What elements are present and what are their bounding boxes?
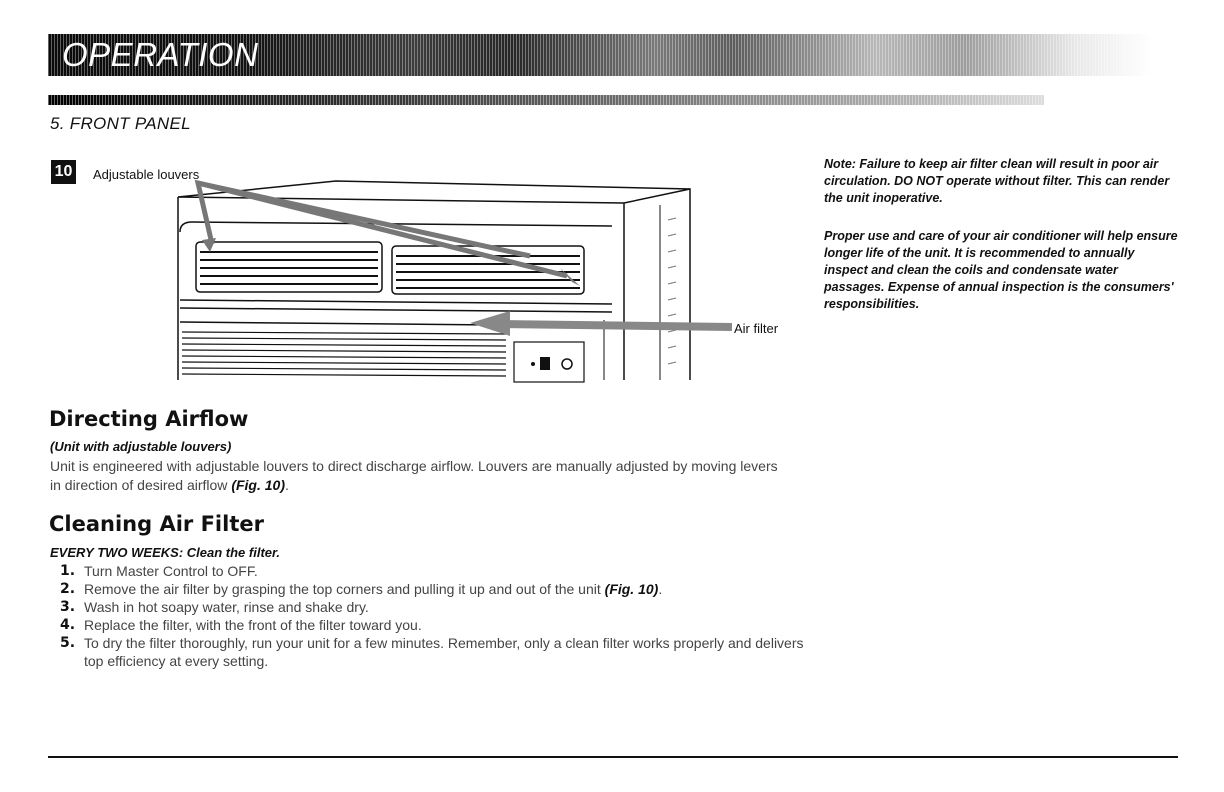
airflow-subheading: (Unit with adjustable louvers) xyxy=(50,439,232,454)
cleaning-filter-heading: Cleaning Air Filter xyxy=(49,512,264,536)
step-number: 3. xyxy=(60,599,76,615)
louver-pointer-arrows xyxy=(198,183,580,286)
filter-step xyxy=(50,634,810,670)
note-filter-warning: Note: Failure to keep air filter clean will result in poor air circulation. DO NOT operate without filter. This can render the unit inoperative. xyxy=(824,157,1170,205)
bottom-rule xyxy=(48,756,1178,758)
airflow-body xyxy=(50,457,790,495)
filter-step xyxy=(50,580,810,598)
step-text: Replace the filter, with the front of the filter toward you. xyxy=(84,617,422,633)
figure-reference: (Fig. 10) xyxy=(231,477,285,493)
air-filter-label: Air filter xyxy=(734,321,779,336)
step-number: 5. xyxy=(60,635,76,651)
step-text: To dry the filter thoroughly, run your unit for a few minutes. Remember, only a clean filter works properly and delivers top efficiency at every setting. xyxy=(84,635,804,669)
filter-step xyxy=(50,598,810,616)
filter-step xyxy=(50,616,810,634)
adjustable-louvers-label: Adjustable louvers xyxy=(93,167,200,182)
filter-pointer-arrow xyxy=(470,311,732,336)
step-text: Wash in hot soapy water, rinse and shake dry. xyxy=(84,599,369,615)
vent-slats xyxy=(200,252,580,288)
lower-grille xyxy=(182,332,506,376)
figure-reference: (Fig. 10) xyxy=(604,581,659,597)
figure-badge: 10 xyxy=(51,160,76,184)
step-number: 2. xyxy=(60,581,76,597)
side-vents xyxy=(668,218,676,364)
step-text-end: . xyxy=(658,581,663,597)
note-annual-inspection: Proper use and care of your air conditioner will help ensure longer life of the unit. It is recommended to annually inspect and clean the coils and condensate water passages. Expense of annual inspection is the consumers' responsibilities. xyxy=(824,229,1178,311)
directing-airflow-heading: Directing Airflow xyxy=(49,407,249,431)
filter-subheading: EVERY TWO WEEKS: Clean the filter. xyxy=(50,545,280,560)
step-number: 1. xyxy=(60,563,76,579)
step-number: 4. xyxy=(60,617,76,633)
airflow-body-text: Unit is engineered with adjustable louvers to direct discharge airflow. Louvers are manually adjusted by moving levers in direction of desired airflow xyxy=(50,458,778,493)
filter-step xyxy=(50,562,810,580)
control-panel-icons xyxy=(531,357,572,370)
section-title: 5. FRONT PANEL xyxy=(50,114,191,133)
step-text: Turn Master Control to OFF. xyxy=(84,563,258,579)
step-text: Remove the air filter by grasping the top corners and pulling it up and out of the unit xyxy=(84,581,601,597)
filter-steps-list xyxy=(50,562,810,670)
airflow-body-end: . xyxy=(284,477,289,493)
banner-title: OPERATION xyxy=(62,36,259,73)
